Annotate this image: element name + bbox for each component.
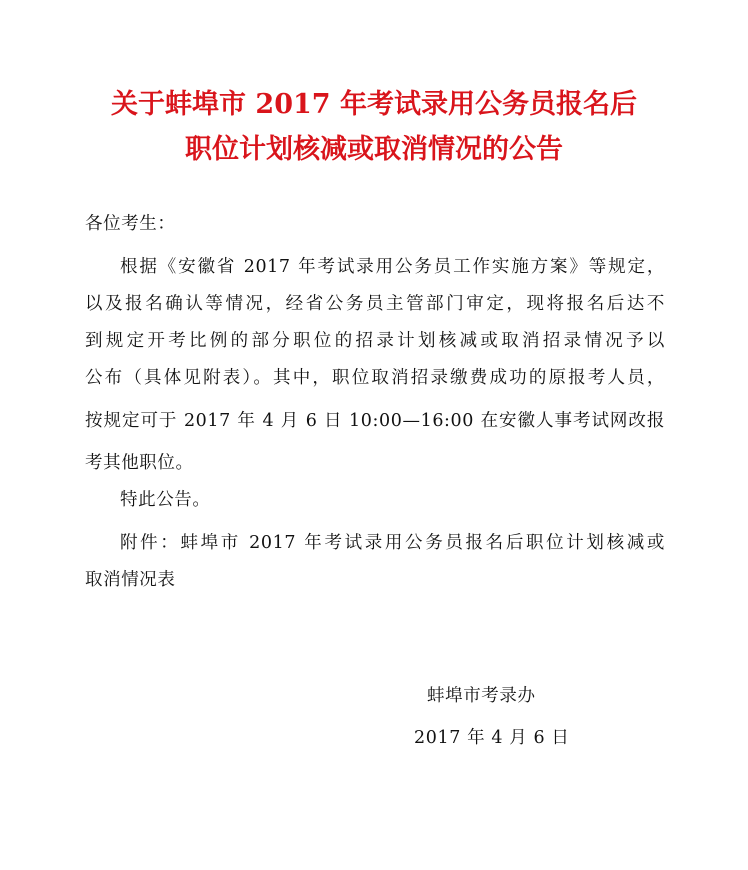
announcement-title-line-2: 职位计划核减或取消情况的公告 [185,134,563,165]
body-paragraph-1-line-3: 到规定开考比例的部分职位的招录计划核减或取消招录情况予以 [85,331,665,351]
issuer-signature: 蚌埠市考录办 [427,686,536,706]
body-paragraph-1-line-5: 按规定可于 2017 年 4 月 6 日 10:00—16:00 在安徽人事考试网改报 [85,411,665,431]
body-paragraph-1-line-6: 考其他职位。 [85,453,194,473]
greeting: 各位考生： [85,214,176,234]
body-paragraph-1-line-2: 以及报名确认等情况，经省公务员主管部门审定，现将报名后达不 [85,294,665,314]
issue-date: 2017 年 4 月 6 日 [414,728,570,748]
announcement-title-line-1: 关于蚌埠市 2017 年考试录用公务员报名后 [111,89,637,120]
attachment-line-1: 附件：蚌埠市 2017 年考试录用公务员报名后职位计划核减或 [120,533,665,553]
body-paragraph-1-line-1: 根据《安徽省 2017 年考试录用公务员工作实施方案》等规定， [120,257,665,277]
attachment-line-2: 取消情况表 [85,570,176,590]
closing-statement: 特此公告。 [120,490,211,510]
body-paragraph-1-line-4: 公布（具体见附表）。其中，职位取消招录缴费成功的原报考人员， [85,368,665,388]
